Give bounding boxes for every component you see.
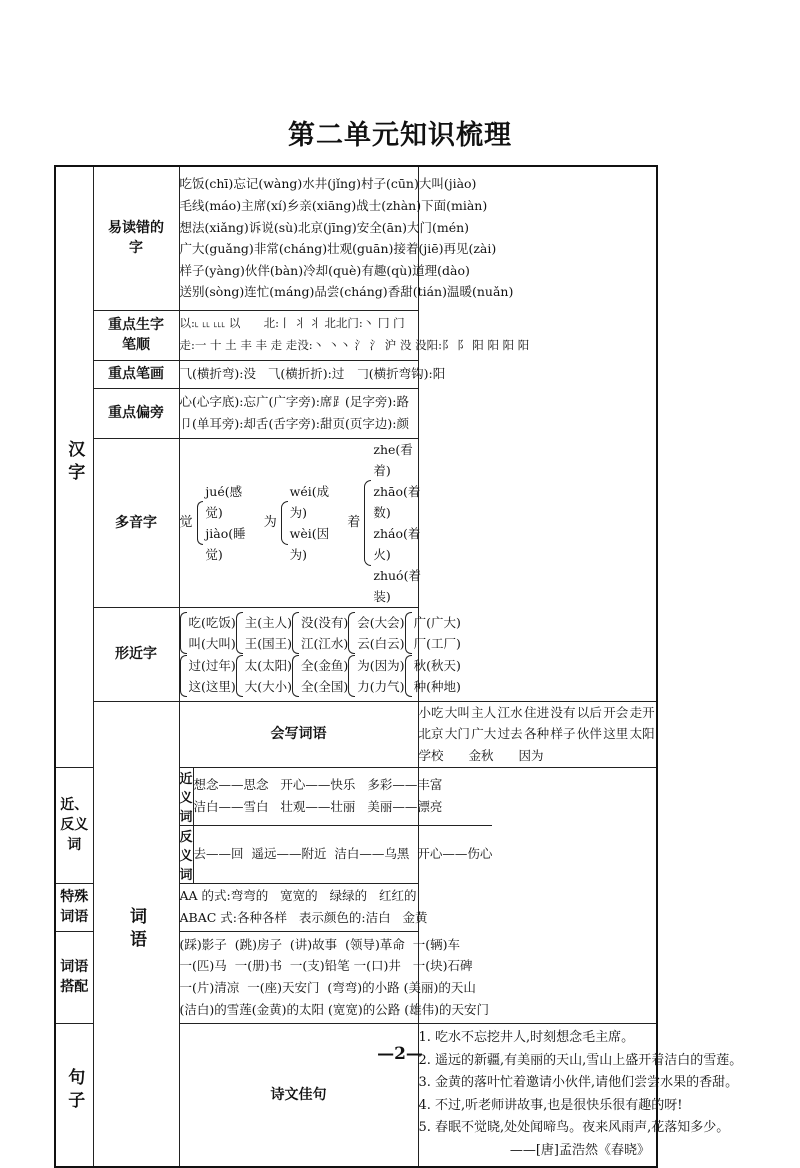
xingjin-word: 主(主人) — [244, 614, 293, 630]
xingjin-word: 会(大会) — [357, 614, 405, 630]
label-shiwen: 诗文佳句 — [179, 1023, 418, 1167]
label-huixie: 会写词语 — [179, 701, 418, 767]
duoyin-reading: zhuó(着装) — [373, 567, 421, 604]
xingjin-word: 没(没有) — [301, 614, 349, 630]
shiwen-line: 3. 金黄的落叶忙着邀请小伙伴,请他们尝尝水果的香甜。 — [418, 1075, 739, 1091]
category-hanzi: 汉字 — [55, 166, 93, 767]
bishun-item: 以:˪ ˪˪ ˪˪˪ 以 — [179, 316, 241, 331]
knowledge-table — [54, 165, 743, 1168]
label-jinfan: 近、反义词 — [55, 767, 93, 883]
xingjin-stack — [245, 655, 292, 697]
teshu-line: ABAC 式:各种各样 表示颜色的:洁白 金黄 — [179, 910, 428, 925]
dapei-line: (踩)影子 (跳)房子 (讲)故事 (领导)革命 一(辆)车 — [179, 936, 461, 952]
label-teshu: 特殊词语 — [55, 883, 93, 931]
xingjin-pair — [292, 612, 348, 654]
yidu-word: 北京(jīng) — [298, 219, 357, 235]
label-bihua: 重点笔画 — [93, 360, 179, 388]
page-title: 第二单元知识梳理 — [288, 120, 512, 151]
pianpang-item: ⻊(足字旁):路 — [332, 394, 409, 410]
huixie-word: 过去 — [497, 726, 523, 742]
huixie-word: 广大 — [471, 726, 497, 742]
row-bihua — [55, 360, 657, 388]
huixie-word: 学校 — [418, 747, 444, 763]
row-bishun — [55, 310, 657, 360]
xingjin-pair — [405, 655, 461, 697]
yidu-word: 有趣(qù) — [361, 262, 413, 278]
duoyin-char: 为 — [263, 514, 277, 530]
xingjin-pair — [405, 612, 461, 654]
huixie-word: 开会 — [603, 704, 629, 720]
huixie-word: 大门 — [444, 726, 470, 742]
category-juzi: 句子 — [55, 1023, 93, 1167]
huixie-word: 以后 — [576, 704, 602, 720]
xingjin-word: 这(这里) — [188, 678, 236, 694]
label-jinyi: 近义词 — [180, 768, 194, 826]
brace-glyph — [281, 501, 288, 545]
xingjin-line — [180, 655, 461, 697]
xingjin-word: 云(白云) — [357, 635, 405, 651]
xingjin-word: 太(太阳) — [244, 657, 293, 673]
duoyin-reading: zháo(着火) — [373, 525, 421, 562]
yidu-word: 样子(yàng) — [179, 262, 245, 278]
xingjin-pair — [180, 655, 236, 697]
huixie-word: 大叫 — [444, 704, 470, 720]
bishun-item: 走:一 十 土 丰 丰 走 走 — [179, 338, 298, 352]
yidu-line — [179, 173, 477, 195]
xingjin-pair — [180, 612, 236, 654]
duoyin-char: 觉 — [179, 514, 193, 530]
content-xingjin — [179, 607, 461, 701]
duoyin-reading: wèi(因为) — [289, 525, 330, 562]
huixie-word: 住进 — [524, 704, 550, 720]
huixie-line — [419, 702, 657, 724]
yidu-word: 香甜(tián) — [387, 284, 447, 300]
xingjin-stack — [189, 612, 236, 654]
huixie-word: 样子 — [550, 726, 576, 742]
duoyin-group — [180, 481, 248, 565]
label-yidu: 易读错的字 — [93, 166, 179, 310]
content-jinyi — [193, 768, 492, 826]
yidu-word: 非常(cháng) — [253, 241, 328, 257]
yidu-word: 乡亲(xiāng) — [286, 198, 357, 214]
pianpang-line — [180, 413, 418, 435]
huixie-word: 各种 — [524, 726, 550, 742]
content-huixie — [418, 701, 657, 767]
brace-glyph — [405, 655, 412, 697]
bishun-line — [180, 313, 418, 335]
teshu-line: AA 的式:弯弯的 宽宽的 绿绿的 红红的 — [179, 888, 417, 904]
brace-glyph — [364, 480, 371, 566]
yidu-word: 道理(dào) — [412, 262, 470, 278]
yidu-word: 壮观(guān) — [327, 241, 394, 257]
duoyin-reading: zhāo(着数) — [373, 483, 421, 520]
yidu-word: 广大(guǎng) — [179, 241, 254, 257]
xingjin-word: 叫(大叫) — [188, 635, 236, 651]
yidu-word: 再见(zài) — [443, 241, 497, 257]
xingjin-word: 过(过年) — [188, 657, 236, 673]
yidu-line — [179, 281, 514, 303]
dapei-line: (洁白)的雪莲(金黄)的太阳 (宽宽)的公路 (雄伟)的天安门 — [179, 1001, 489, 1017]
shiwen-line: 1. 吃水不忘挖井人,时刻想念毛主席。 — [418, 1030, 635, 1046]
xingjin-word: 为(因为) — [357, 657, 405, 673]
yidu-word: 村子(cūn) — [360, 176, 419, 192]
content-teshu — [179, 883, 428, 931]
xingjin-stack — [301, 655, 348, 697]
label-fanyi: 反义词 — [180, 825, 194, 883]
duoyin-group — [264, 481, 332, 565]
duoyin-readings — [373, 439, 423, 607]
shiwen-line: 4. 不过,听老师讲故事,也是很快乐很有趣的呀! — [418, 1097, 683, 1113]
xingjin-word: 江(江水) — [301, 635, 349, 651]
huixie-line — [419, 723, 657, 745]
yidu-word: 温暖(nuǎn) — [446, 284, 514, 300]
pianpang-item: 舌(舌字旁):甜 — [255, 416, 333, 431]
yidu-word: 伙伴(bàn) — [244, 262, 304, 278]
duoyin-reading: wéi(成为) — [289, 483, 330, 520]
duoyin-group — [347, 439, 423, 607]
xingjin-stack — [301, 612, 348, 654]
content-dapei — [179, 931, 489, 1023]
huixie-word: 走开 — [629, 704, 655, 720]
category-ciyu: 词语 — [93, 701, 179, 1167]
xingjin-word: 广(广大) — [413, 614, 461, 630]
yidu-word: 送别(sòng) — [179, 284, 245, 300]
xingjin-stack — [189, 655, 236, 697]
xingjin-word: 力(力气) — [357, 678, 405, 694]
content-duoyin — [179, 438, 421, 607]
duoyin-reading: zhe(看着) — [373, 441, 413, 478]
yidu-word: 忘记(wàng) — [233, 176, 303, 192]
xingjin-word: 吃(吃饭) — [188, 614, 236, 630]
pianpang-item: 页(页字边):颜 — [332, 416, 409, 431]
huixie-line — [419, 745, 657, 767]
yidu-word: 主席(xí) — [241, 198, 287, 214]
bishun-line — [179, 335, 530, 357]
pianpang-line — [180, 391, 418, 413]
duoyin-reading: jué(感觉) — [205, 483, 243, 520]
huixie-word: 这里 — [603, 726, 629, 742]
row-yidu — [55, 166, 657, 310]
brace-glyph — [236, 655, 243, 697]
jinyi-line: 洁白——雪白 壮观——壮丽 美丽——漂亮 — [193, 799, 443, 814]
label-xingjin: 形近字 — [93, 607, 179, 701]
label-bishun: 重点生字笔顺 — [93, 310, 179, 360]
yidu-word: 接着(jiē) — [393, 241, 444, 257]
huixie-word: 没有 — [550, 704, 576, 720]
xingjin-word: 大(大小) — [244, 678, 293, 694]
row-xingjin — [55, 607, 657, 701]
duoyin-reading: jiào(睡觉) — [205, 525, 246, 562]
brace-glyph — [197, 501, 204, 545]
row-duoyin — [55, 438, 657, 607]
huixie-word: 主人 — [471, 704, 497, 720]
brace-glyph — [348, 655, 355, 697]
xingjin-word: 厂(工厂) — [413, 635, 461, 651]
duoyin-readings — [290, 481, 332, 565]
huixie-word: 小吃 — [418, 704, 444, 720]
brace-glyph — [292, 655, 299, 697]
pianpang-item: 广(广字旁):席 — [255, 394, 333, 410]
yidu-word: 下面(miàn) — [421, 198, 488, 214]
bishun-item: 阳:阝 阝 阳 阳 阳 阳 — [426, 338, 530, 352]
yidu-word: 安全(ān) — [356, 219, 407, 235]
xingjin-word: 王(国王) — [244, 635, 293, 651]
yidu-line — [179, 238, 497, 260]
yidu-word: 毛线(máo) — [179, 198, 242, 214]
label-pianpang: 重点偏旁 — [93, 388, 179, 438]
brace-glyph — [405, 612, 412, 654]
huixie-word: 伙伴 — [576, 726, 602, 742]
xingjin-stack — [357, 655, 404, 697]
content-pianpang — [179, 388, 418, 438]
xingjin-pair — [236, 655, 292, 697]
huixie-word: 金秋 — [468, 747, 494, 763]
yidu-word: 吃饭(chī) — [179, 176, 234, 192]
content-bihua: ⺄(横折弯):没 ⺄(横折折):过 𠃌(横折弯钩):阳 — [179, 360, 418, 388]
page-number: —2— — [377, 1044, 423, 1064]
content-jinfan — [179, 767, 493, 883]
brace-glyph — [180, 655, 187, 697]
xingjin-pair — [348, 655, 404, 697]
bishun-item: 门:丶 冂 门 — [347, 316, 405, 331]
yidu-word: 诉说(sù) — [248, 219, 299, 235]
bishun-item: 没:丶 丶丶 氵 氵 沪 没 没 — [297, 338, 427, 352]
yidu-word: 战士(zhàn) — [356, 198, 422, 214]
pianpang-item: 卩(单耳旁):却 — [179, 416, 256, 431]
xingjin-word: 种(种地) — [413, 678, 461, 694]
brace-glyph — [348, 612, 355, 654]
dapei-line: 一(匹)马 一(册)书 一(支)铅笔 一(口)井 一(块)石碑 — [179, 958, 473, 974]
brace-glyph — [292, 612, 299, 654]
xingjin-stack — [245, 612, 292, 654]
label-dapei: 词语搭配 — [55, 931, 93, 1023]
shiwen-line: 2. 遥远的新疆,有美丽的天山,雪山上盛开着洁白的雪莲。 — [418, 1052, 743, 1068]
brace-glyph — [236, 612, 243, 654]
xingjin-pair — [292, 655, 348, 697]
xingjin-pair — [348, 612, 404, 654]
huixie-word: 北京 — [418, 726, 444, 742]
yidu-word: 水井(jǐng) — [302, 176, 361, 192]
yidu-line — [179, 195, 488, 217]
yidu-word: 连忙(máng) — [244, 284, 315, 300]
brace-glyph — [180, 612, 187, 654]
yidu-line — [179, 217, 470, 239]
duoyin-char: 着 — [347, 514, 361, 530]
label-duoyin: 多音字 — [93, 438, 179, 607]
row-huixie — [55, 701, 657, 767]
content-yidu — [179, 166, 514, 310]
poem-source: ——[唐]孟浩然《春晓》 — [509, 1142, 650, 1158]
jinyi-line: 想念——思念 开心——快乐 多彩——丰富 — [193, 777, 443, 793]
content-bishun — [179, 310, 530, 360]
dapei-line: 一(片)清凉 一(座)天安门 (弯弯)的小路 (美丽)的天山 — [179, 980, 476, 995]
content-fanyi: 去——回 遥远——附近 洁白——乌黑 开心——伤心 — [193, 825, 492, 883]
xingjin-stack — [414, 655, 461, 697]
yidu-word: 大叫(jiào) — [418, 176, 477, 192]
yidu-word: 品尝(cháng) — [314, 284, 388, 300]
huixie-word: 因为 — [518, 747, 544, 763]
yidu-word: 想法(xiǎng) — [179, 219, 249, 235]
yidu-line — [179, 260, 470, 282]
bishun-item: 北:丨 丬 丬 北北 — [263, 316, 348, 331]
row-pianpang — [55, 388, 657, 438]
shiwen-line: 5. 春眠不觉晓,处处闻啼鸟。夜来风雨声,花落知多少。 — [418, 1120, 730, 1136]
yidu-word: 大门(mén) — [407, 219, 470, 235]
xingjin-stack — [414, 612, 461, 654]
xingjin-pair — [236, 612, 292, 654]
xingjin-word: 秋(秋天) — [413, 657, 461, 673]
huixie-word: 太阳 — [629, 726, 655, 742]
duoyin-readings — [205, 481, 247, 565]
pianpang-item: 心(心字底):忘 — [179, 394, 256, 410]
xingjin-word: 全(全国) — [301, 678, 349, 694]
huixie-word: 江水 — [497, 704, 523, 720]
xingjin-word: 全(金鱼) — [301, 657, 349, 673]
xingjin-stack — [357, 612, 404, 654]
yidu-word: 冷却(què) — [303, 262, 362, 278]
xingjin-line — [180, 612, 461, 654]
